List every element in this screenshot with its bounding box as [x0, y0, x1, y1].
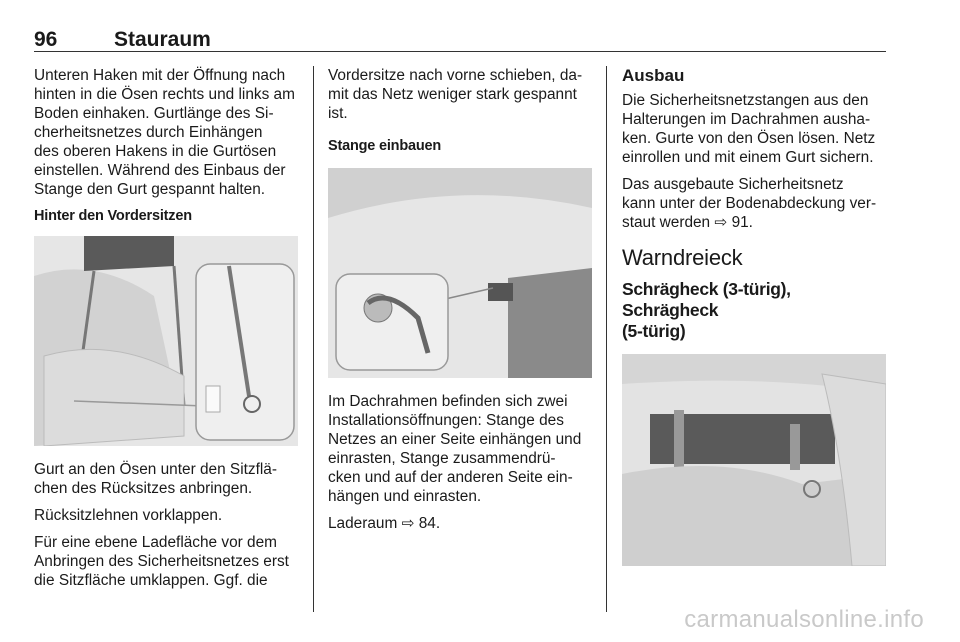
column-1: [34, 66, 302, 598]
col1-paragraph-2: Gurt an den Ösen unter den Sitzflä- chen des Rücksitzes anbringen.: [34, 461, 277, 497]
column-2: [328, 66, 598, 541]
col1-paragraph-1: Unteren Haken mit der Öffnung nach hinten in die Ösen rechts und links am Boden einhaken. Gurtlänge des Si- cherheitsnetzes durch Einhängen des oberen Hakens in die Gurtösen einstellen. Während des Einbaus der Stange den Gurt gespannt halten.: [34, 67, 295, 198]
col1-heading: Hinter den Vordersitzen: [34, 208, 192, 224]
rear-seat-net-illustration: [34, 236, 298, 446]
col3-heading: Ausbau: [622, 66, 685, 85]
col2-heading: Stange einbauen: [328, 138, 442, 154]
page-title: Stauraum: [114, 28, 211, 51]
column-divider-1: [313, 66, 314, 612]
col2-paragraph-2: Im Dachrahmen befinden sich zwei Installationsöffnungen: Stange des Netzes an einer Seite einhängen und einrasten, Stange zusammendrü- cken und auf der anderen Seite ein- hängen und einrasten.: [328, 393, 582, 505]
watermark: carmanualsonline.info: [684, 606, 924, 633]
col3-subheading: Schrägheck (3-türig), Schrägheck (5-türig): [622, 279, 791, 341]
rod-installation-illustration: [328, 168, 592, 378]
col3-paragraph-2: Das ausgebaute Sicherheitsnetz kann unter der Bodenabdeckung ver- staut werden ⇨ 91.: [622, 176, 877, 231]
warning-triangle-illustration: [622, 354, 886, 566]
column-3: [622, 66, 888, 580]
col2-paragraph-1: Vordersitze nach vorne schieben, da- mit das Netz weniger stark gespannt ist.: [328, 67, 583, 122]
column-divider-2: [606, 66, 607, 612]
header-rule: [34, 51, 886, 52]
section-title: Warndreieck: [622, 245, 743, 270]
page-header: [34, 28, 886, 52]
col1-paragraph-4: Für eine ebene Ladefläche vor dem Anbringen des Sicherheitsnetzes erst die Sitzfläche umklappen. Ggf. die: [34, 534, 289, 589]
col1-paragraph-3: Rücksitzlehnen vorklappen.: [34, 507, 223, 524]
col3-paragraph-1: Die Sicherheitsnetzstangen aus den Halterungen im Dachrahmen ausha- ken. Gurte von den Ösen lösen. Netz einrollen und mit einem Gurt sichern.: [622, 92, 876, 166]
page-number: 96: [34, 28, 58, 51]
col2-paragraph-3: Laderaum ⇨ 84.: [328, 515, 441, 532]
